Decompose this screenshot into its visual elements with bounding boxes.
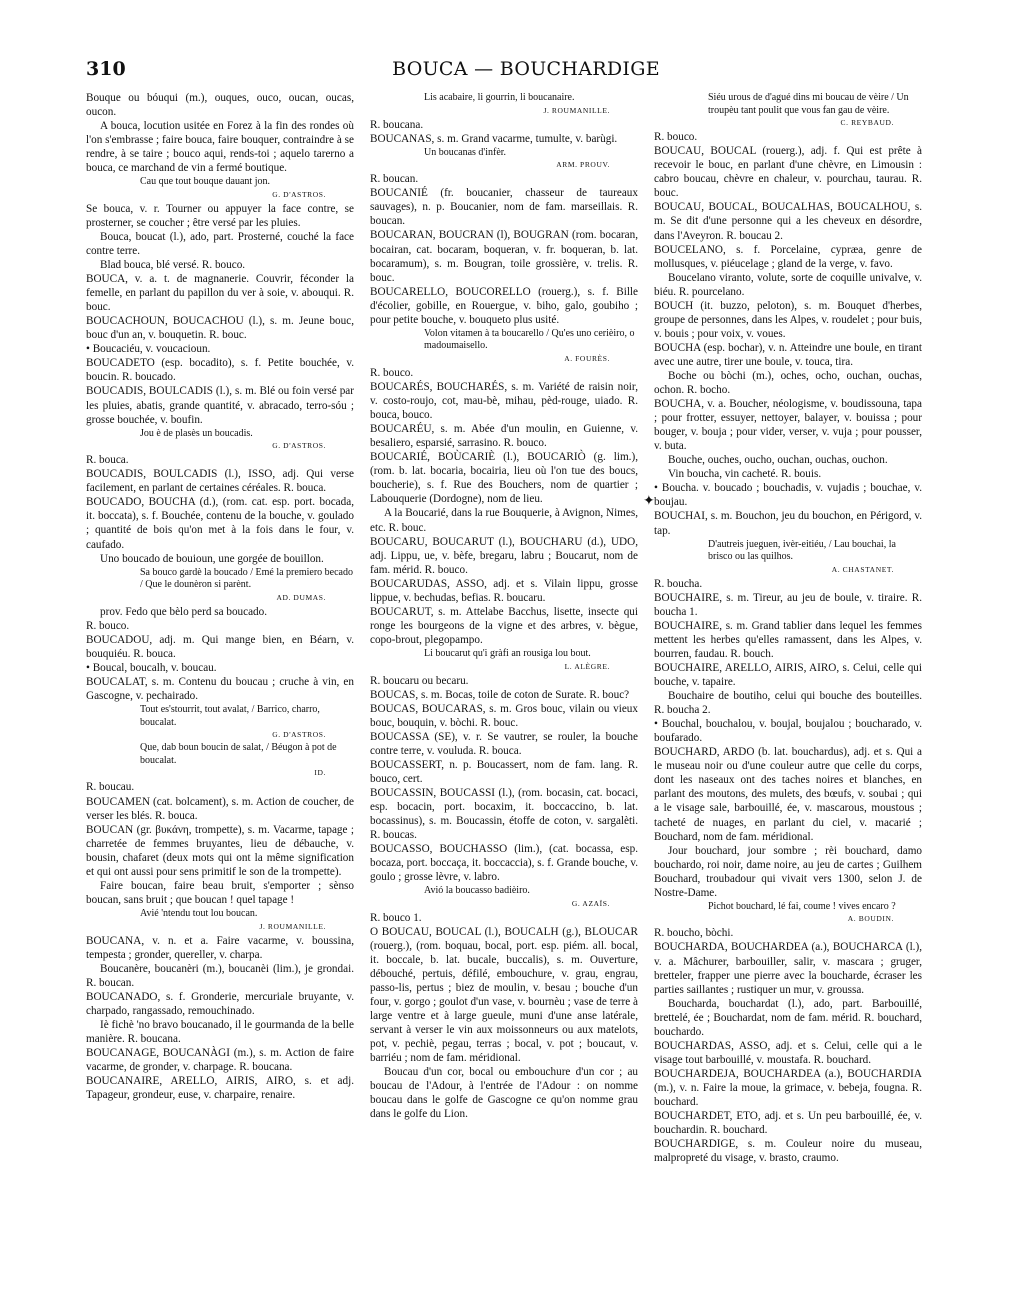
dictionary-entry: A bouca, locution usitée en Forez à la fin des rondes où l'on s'embrasse ; faire bouca, faire bouquer, contraindre à se rendre, à se taire ; bouco aqui, rends-toi ; aquelo tarerno a bouca, ce marchand de vin a fermé boutique. [86,120,354,175]
dictionary-entry: Iè fichè 'no bravo boucanado, il le gourmanda de la belle manière. R. boucana. [86,1018,354,1045]
verse-quotation: Avió la boucasso badièiro. [424,885,530,897]
dictionary-entry: BOUCHAIRE, s. m. Tireur, au jeu de boule, v. tiraire. R. boucha 1. [654,591,922,618]
page-header [86,58,966,88]
dictionary-entry: BOUCHAI, s. m. Bouchon, jeu du bouchon, en Périgord, v. tap. [654,510,922,537]
dictionary-entry: BOUCARU, BOUCARUT (l.), BOUCHARU (d.), UDO, adj. Lippu, ue, v. bèfe, bregaru, labru ; Boucarut, nom de fam. mérid. R. bouco. [370,535,638,576]
quotation-attribution: G. D'ASTROS. [272,441,326,451]
dictionary-entry: prov. Fedo que bèlo perd sa boucado. [100,605,268,618]
dictionary-entry: BOUCADETO (esp. bocadito), s. f. Petite bouchée, v. boucin. R. boucado. [86,357,354,384]
quotation-attribution: G. AZAÏS. [571,898,610,908]
dictionary-entry: R. bouco 1. [370,911,422,924]
dictionary-entry: BOUCARIÉ, BOÙCARIÈ (l.), BOUCARIÒ (g. lim.), (rom. b. lat. bocaria, bocairia, lieu où l'on tue des boucs, boucherie), s. f. Rue des Bouchers, nom de quartier ; Labouquerie (Dordogne), nom de lieu. [370,451,638,506]
dictionary-entry: BOUCHA (esp. bochar), v. n. Atteindre une boule, en tirant avec une autre, tirer une boule, v. touca, tira. [654,341,922,368]
dictionary-entry: BOUCASSERT, n. p. Boucassert, nom de fam. lang. R. bouco, cert. [370,758,638,785]
dictionary-entry: Boche ou bòchi (m.), oches, ocho, ouchan, ouchas, ochon. R. bocho. [654,369,922,397]
quotation-attribution: A. CHASTANET. [831,564,894,574]
verse-quotation: Lis acabaire, li gourrin, li boucanaire. [424,92,575,103]
verse-quotation: Volon vitamen à ta boucarello / Qu'es uno cerièiro, o madoumaisello. [424,327,635,352]
dictionary-entry: BOUCARÉU, s. m. Abée d'un moulin, en Guienne, v. besaliero, esparsié, sarrasino. R. bouco. [370,423,638,450]
dictionary-entry: R. boucaru ou becaru. [370,674,469,687]
dictionary-entry: BOUCARÉS, BOUCHARÉS, s. m. Variété de raisin noir, v. costo-roujo, cot, mau-bè, mihau, pèd-rouge, uiado. R. bouca, bouco. [370,381,638,422]
dictionary-entry: Bouca, boucat (l.), ado, part. Prosterné, couché la face contre terre. [86,230,354,258]
verse-quotation: Li boucarut qu'i gràfi an rousiga lou bout. [424,647,591,659]
dictionary-entry: BOUCAN (gr. βυκάνη, trompette), s. m. Vacarme, tapage ; charretée de femmes bruyantes, lieu de débauche, v. bousin, chafaret (deux mots qui ont la même signification et qui ont aussi pour sens primitif le son de la trompette). [86,823,354,878]
dictionary-entry: Vin boucha, vin cacheté. R. bouis. [668,468,822,481]
verse-quotation: Jou è de plasès un boucadis. [140,427,253,439]
dictionary-entry: BOUCHARD, ARDO (b. lat. bouchardus), adj. et s. Qui a le museau noir ou d'une couleur autre que celle du corps, dont les naseaux ont des taches noires et blanches, en parlant des moutons, des mulets, des bœufs, v. soubai ; qui a le visage sale, barbouillé, ée, v. mascarous, moustous ; tacheté de nuages, en parlant du ciel, v. macarié ; Bouchard, nom de fam. méridional. [654,746,922,843]
dictionary-entry: BOUCH (it. buzzo, peloton), s. m. Bouquet d'herbes, groupe de personnes, dans les Alpes, v. roudelet ; pour buis, v. bouis ; pour voix, v. voues. [654,299,922,340]
verse-quotation: Un boucanas d'infèr. [424,146,507,158]
quotation-attribution: L. ALÈGRE. [564,661,610,671]
verse-quotation: Que, dab boun boucin de salat, / Béugon à pot de boucalat. [140,742,337,766]
verse-quotation: Siéu urous de d'agué dins mi boucau de vèire / Un troupèu tant poulit que vous fan gau de vèire. [708,92,909,116]
dictionary-entry: BOUCACHOUN, BOUCACHOU (l.), s. m. Jeune bouc, bouc d'un an, v. bouquetin. R. bouc. [86,315,354,342]
dictionary-entry: BOUCASSIN, BOUCASSI (l.), (rom. bocasin, cat. bocaci, esp. bocacin, port. bocaxim, it. boccaccino, b. lat. bocassinus), s. m. Boucassin, étoffe de coton, v. sargalèti. R. boucas. [370,786,638,842]
dictionary-entry: Bouque ou bóuqui (m.), ouques, ouco, oucan, oucas, oucon. [86,92,354,119]
dictionary-entry: R. bouca. [86,454,129,467]
verse-quotation: Sa bouco gardè la boucado / Emé la premiero becado / Que le dounèron si parènt. [140,566,353,591]
dictionary-entry: BOUCARUT, s. m. Attelabe Bacchus, lisette, insecte qui ronge les bourgeons de la vigne et des arbres, v. bègue, copo-brout, plegopampo. [370,605,638,646]
dictionary-entry: BOUCASSO, BOUCHASSO (lim.), (cat. bocassa, esp. bocaza, port. boccaça, it. boccaccia), s. f. Grande bouche, v. goulo ; grosse lèvre, v. labro. [370,843,638,884]
dictionary-entry: BOUCHARDET, ETO, adj. et s. Un peu barbouillé, ée, v. bouchardin. R. bouchard. [654,1110,922,1137]
quotation-attribution: J. ROUMANILLE. [259,921,326,931]
quotation-attribution: J. ROUMANILLE. [543,105,610,115]
dictionary-entry: BOUCHARDAS, ASSO, adj. et s. Celui, celle qui a le visage tout barbouillé, v. moustafa. R. bouchard. [654,1039,922,1066]
quotation-attribution: ID. [314,768,326,778]
dictionary-entry: BOUCAS, BOUCARAS, s. m. Gros bouc, vilain ou vieux bouc, bouquin, v. bòchi. R. bouc. [370,702,638,729]
running-head: BOUCA — BOUCHARDIGE [392,58,660,80]
dictionary-entry: BOUCELANO, s. f. Porcelaine, cypræa, genre de mollusques, v. piéucelage ; gland de la verge, v. favo. [654,243,922,270]
margin-marker-icon: ✦ [643,493,655,509]
dictionary-entry: • Boucal, boucalh, v. boucau. [86,661,217,674]
dictionary-entry: BOUCADO, BOUCHA (d.), (rom. cat. esp. port. bocada, it. boccata), s. f. Bouchée, contenu de la bouche, v. goulado ; quantité de bois qu'on met à la fois dans le four, v. caufado. [86,496,354,551]
dictionary-entry: R. boucha. [654,577,703,590]
dictionary-entry: BOUCARELLO, BOUCORELLO (rouerg.), s. f. Bille d'écolier, gobille, en Rouergue, v. biho, galo, goubiho ; pour petite bouche, v. bouqueto plus usité. [370,285,638,326]
dictionary-entry: A la Boucarié, dans la rue Bouquerie, à Avignon, Nimes, etc. R. bouc. [370,507,638,534]
quotation-attribution: G. D'ASTROS. [272,730,326,740]
dictionary-entry: BOUCANADO, s. f. Gronderie, mercuriale bruyante, v. charpado, rangassado, remouchinado. [86,990,354,1017]
dictionary-entry: BOUCHARDA, BOUCHARDEA (a.), BOUCHARCA (l.), v. a. Mâchurer, barbouiller, salir, v. mascara ; gruger, bretteler, frapper une pierre avec la boucharde, écraser les parties saillantes ; rustiquer un mur, v. groussa. [654,941,922,996]
dictionary-entry: • Boucha. v. boucado ; bouchadis, v. vujadis ; bouchae, v. boujau. [654,482,922,509]
column-3 [654,91,922,1291]
dictionary-entry: BOUCANIÉ (fr. boucanier, chasseur de taureaux sauvages), n. p. Boucanier, nom de fam. marseillais. R. boucan. [370,187,638,228]
dictionary-entry: BOUCANAS, s. m. Grand vacarme, tumulte, v. barùgi. [370,132,618,145]
dictionary-entry: BOUCHAIRE, ARELLO, AIRIS, AIRO, s. Celui, celle qui bouche, v. tapaire. [654,662,922,689]
quotation-attribution: C. REYBAUD. [840,118,894,128]
verse-quotation: Avié 'ntendu tout lou boucan. [140,907,258,919]
dictionary-entry: R. bouco. [370,366,414,379]
dictionary-entry: Boucelano viranto, volute, sorte de coquille univalve, v. biéu. R. pourcelano. [654,271,922,298]
quotation-attribution: AD. DUMAS. [276,592,326,602]
dictionary-entry: BOUCAU, BOUCAL (rouerg.), adj. f. Qui est prête à recevoir le bouc, en parlant d'une chèvre, en Limousin : cabro boucau, chèvre en chaleur, v. pourchau, taurau. R. bouc. [654,145,922,200]
column-1 [86,91,354,1291]
dictionary-entry: R. boucho, bòchi. [654,927,734,940]
dictionary-entry: Bouche, ouches, oucho, ouchan, ouchas, ouchon. [668,454,888,467]
column-2 [370,91,638,1291]
dictionary-entry: BOUCA, v. a. t. de magnanerie. Couvrir, féconder la femelle, en parlant du papillon du ver à soie, v. abouqui. R. bouc. [86,273,354,314]
dictionary-entry: BOUCANA, v. n. et a. Faire vacarme, v. boussina, tempesta ; gronder, quereller, v. charpa. [86,934,354,961]
dictionary-entry: BOUCAMEN (cat. bolcament), s. m. Action de coucher, de verser les blés. R. bouca. [86,795,354,822]
dictionary-entry: O BOUCAU, BOUCAL (l.), BOUCALH (g.), BLOUCAR (rouerg.), (rom. boquau, bocal, port. esp. piém. all. bocal, it. boccale, b. lat. bucale, buccalis), s. m. Ouverture, débouché, pertuis, défilé, embouchure, v. grau, engrau, passo-lis, pertus ; biez de moulin, v. besau ; bouche d'un four, v. gorgo ; goulot d'un vase, v. bournèu ; vase de terre à large ventre et à large gueule, muni d'une anse latérale, servant à verser le vin aux moissonneurs ou aux matelots, pot, v. pechiè, pegau, terras ; bocal, v. pot ; boucaut, v. barriéu ; nom de fam. méridional. [370,925,638,1065]
dictionary-entry: BOUCADIS, BOULCADIS (l.), ISSO, adj. Qui verse facilement, en parlant de certaines céréales. R. bouca. [86,468,354,495]
dictionary-entry: • Boucaciéu, v. voucacioun. [86,343,211,356]
dictionary-entry: Boucharda, bouchardat (l.), ado, part. Barbouillé, brettelé, ée ; Bouchardat, nom de fam. mérid. R. bouchard, bouchardo. [654,997,922,1038]
dictionary-entry: BOUCALAT, s. m. Contenu du boucau ; cruche à vin, en Gascogne, v. pechairado. [86,676,354,703]
verse-quotation: D'autreis jueguen, ivèr-eitiéu, / Lau bouchai, la brisco ou las quilhos. [708,538,896,563]
dictionary-entry: BOUCARUDAS, ASSO, adj. et s. Vilain lippu, grosse lippue, v. bechudas, befias. R. boucaru. [370,577,638,604]
dictionary-entry: Bouchaire de boutiho, celui qui bouche des bouteilles. R. boucha 2. [654,690,922,717]
verse-quotation: Pichot bouchard, lé fai, coume ! vives encaro ? [708,900,896,912]
dictionary-entry: R. boucau. [86,781,135,794]
dictionary-entry: BOUCANAGE, BOUCANÀGI (m.), s. m. Action de faire vacarme, de gronder, v. charpage. R. boucana. [86,1046,354,1073]
dictionary-entry: R. boucan. [370,173,419,186]
dictionary-entry: Jour bouchard, jour sombre ; rèi bouchard, damo bouchardo, roi noir, dame noire, au jeu de cartes ; Guilhem Bouchard, troubadour qui vivait vers 1300, selon J. de Nostre-Dame. [654,844,922,899]
dictionary-entry: Blad bouca, blé versé. R. bouco. [100,259,246,272]
dictionary-entry: R. bouco. [654,131,698,144]
dictionary-entry: • Bouchal, bouchalou, v. boujal, boujalou ; boucharado, v. boufarado. [654,718,922,745]
dictionary-entry: BOUCADIS, BOULCADIS (l.), s. m. Blé ou foin versé par les pluies, abatis, grande quantité, v. abracado, terro-sóu ; grosse bouchée, v. boufin. [86,385,354,426]
dictionary-entry: R. boucana. [370,118,424,131]
dictionary-entry: BOUCANAIRE, ARELLO, AIRIS, AIRO, s. et adj. Tapageur, grondeur, euse, v. charpaire, renaire. [86,1074,354,1102]
dictionary-entry: BOUCHARDIGE, s. m. Couleur noire du museau, malpropreté du visage, v. brasto, craumo. [654,1138,922,1165]
quotation-attribution: G. D'ASTROS. [272,189,326,199]
dictionary-entry: Boucau d'un cor, bocal ou embouchure d'un cor ; au boucau de l'Adour, à l'entrée de l'Adour : on nomme boucau dans le golfe de Gascogne ce qu'on nomme grau dans le golfe du Lion. [370,1066,638,1121]
verse-quotation: Tout es'stourrit, tout avalat, / Barrico, charro, boucalat. [140,704,320,728]
quotation-attribution: A. BOUDIN. [847,914,894,924]
dictionary-entry: BOUCHA, v. a. Boucher, néologisme, v. boudissouna, tapa ; pour frotter, essuyer, nettoyer, balayer, v. bouissa ; pour bouger, v. bouja ; pour vider, verser, v. vuja ; pour pousser, v. buta. [654,398,922,453]
dictionary-entry: Se bouca, v. r. Tourner ou appuyer la face contre, se prosterner, se coucher ; être versé par les pluies. [86,202,354,229]
dictionary-entry: BOUCASSA (SE), v. r. Se vautrer, se rouler, la bouche contre terre, v. vouluda. R. bouca. [370,730,638,757]
verse-quotation: Cau que tout bouque dauant jon. [140,176,270,188]
dictionary-entry: BOUCARAN, BOUCRAN (l), BOUGRAN (rom. bocaran, bocairan, cat. bocaram, boqueran, v. fr. boqueran, b. lat. bocaramum), s. m. Bougran, toile grossière, v. trelis. R. bouc. [370,229,638,284]
dictionary-entry: BOUCAU, BOUCAL, BOUCALHAS, BOUCALHOU, s. m. Se dit d'une personne qui a les cheveux en désordre, dans l'Aveyron. R. boucau 2. [654,201,922,242]
dictionary-entry: BOUCADOU, adj. m. Qui mange bien, en Béarn, v. bouquiéu. R. bouca. [86,633,354,660]
page-number: 310 [86,58,126,80]
quotation-attribution: ARM. PROUV. [556,160,610,170]
dictionary-entry: BOUCHAIRE, s. m. Grand tablier dans lequel les femmes mettent les herbes qu'elles ramassent, dans les Alpes, v. bourren, faudau. R. bouch. [654,619,922,660]
quotation-attribution: A. FOURÈS. [564,353,610,363]
dictionary-entry: Faire boucan, faire beau bruit, s'emporter ; sènso boucan, sans bruit ; que boucan ! quel tapage ! [86,879,354,906]
dictionary-entry: R. bouco. [86,619,130,632]
dictionary-entry: Uno boucado de bouioun, une gorgée de bouillon. [100,552,324,565]
dictionary-entry: BOUCAS, s. m. Bocas, toile de coton de Surate. R. bouc? [370,688,630,701]
dictionary-entry: Boucanère, boucanèri (m.), boucanèi (lim.), je grondai. R. boucan. [86,962,354,989]
dictionary-entry: BOUCHARDEJA, BOUCHARDEA (a.), BOUCHARDIA (m.), v. n. Faire la moue, la grimace, v. bebeja, fougna. R. bouchard. [654,1067,922,1108]
